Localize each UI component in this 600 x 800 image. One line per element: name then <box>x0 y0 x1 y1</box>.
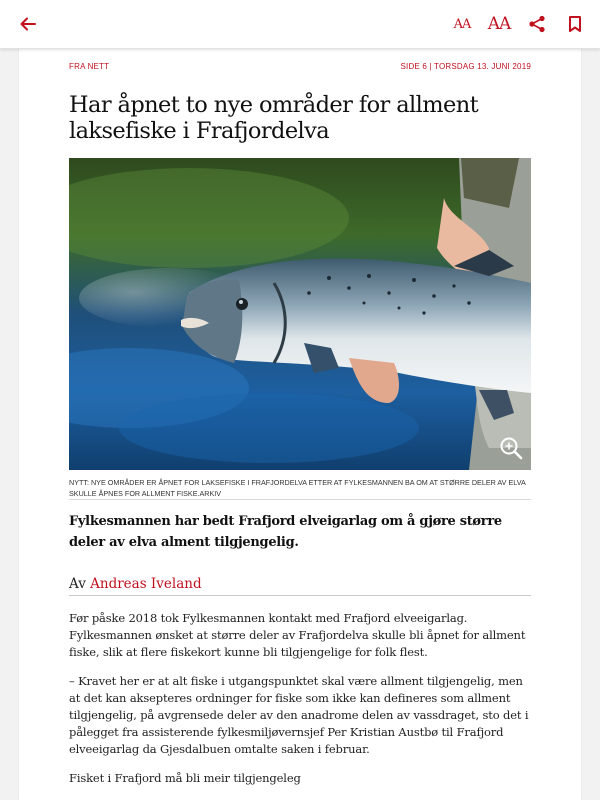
bookmark-icon <box>567 15 583 33</box>
share-icon <box>528 15 546 33</box>
font-smaller-button[interactable] <box>450 12 474 36</box>
article-lead: Fylkesmannen har bedt Frafjord elveigarlag om å gjøre større deler av elva alment tilgjengelig. <box>69 514 502 550</box>
byline-prefix: Av <box>69 576 86 592</box>
back-button[interactable] <box>16 12 40 36</box>
paragraph: Fisket i Frafjord må bli meir tilgjengeleg <box>69 771 301 785</box>
bookmark-button[interactable] <box>563 12 587 36</box>
font-smaller-label: AA <box>453 16 471 32</box>
salmon-photo <box>69 158 531 470</box>
share-button[interactable] <box>525 12 549 36</box>
byline <box>69 576 202 592</box>
font-larger-label: AA <box>487 13 511 34</box>
caption-divider <box>69 499 531 500</box>
font-larger-button[interactable] <box>487 12 511 36</box>
byline-divider <box>69 595 531 596</box>
article-headline: Har åpnet to nye områder for allment laksefiske i Frafjordelva <box>69 92 479 144</box>
author-link[interactable]: Andreas Iveland <box>90 576 202 592</box>
photo-caption: NYTT: NYE OMRÅDER ER ÅPNET FOR LAKSEFISKE I FRAFJORDELVA ETTER AT FYLKESMANNEN BA OM AT STØRRE DELER AV ELVA SKULLE ÅPNES FOR ALLMENT FISKE.ARKIV <box>69 478 526 498</box>
source-label[interactable]: FRA NETT <box>69 62 110 71</box>
arrow-left-icon <box>19 15 37 33</box>
article-photo[interactable] <box>69 158 531 470</box>
article-page <box>19 48 581 800</box>
page-info: SIDE 6 | TORSDAG 13. JUNI 2019 <box>400 62 531 71</box>
app-toolbar <box>0 0 600 49</box>
article-body <box>69 610 533 799</box>
paragraph: – Kravet her er at alt fiske i utgangspunktet skal være allment tilgjengelig, men at det kan aksepteres ordninger for fiske som ikke kan defineres som allment tilgjengelig, på avgrensede deler av den anadrome delen av vassdraget, sto det i pålegget fra assisterende fylkesmiljøvernsjef Per Kristian Austbø til Frafjord elveeigarlag da Gjesdalbuen omtalte saken i februar. <box>69 674 529 756</box>
article-meta <box>69 62 531 71</box>
paragraph: Før påske 2018 tok Fylkesmannen kontakt med Frafjord elveeigarlag. Fylkesmannen ønsket at større deler av Frafjordelva skulle bli åpnet for allment fiske, slik at flere fiskekort kunne bli tilgjengelige for folk flest. <box>69 611 526 659</box>
